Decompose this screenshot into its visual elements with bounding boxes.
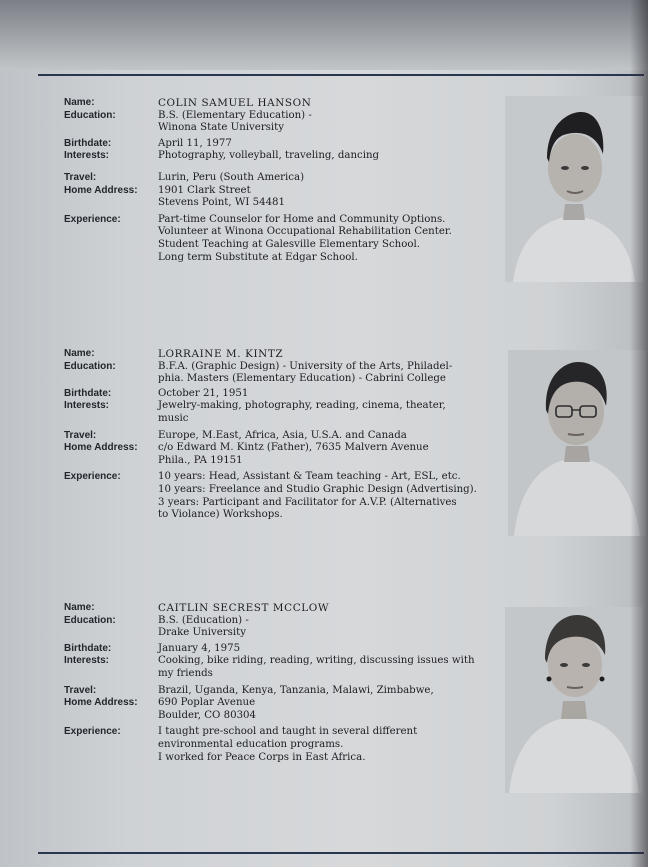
- experience-row: [64, 726, 494, 764]
- education-line: phia. Masters (Elementary Education) - Cabrini College: [158, 373, 446, 385]
- portrait-3-image: [505, 607, 643, 793]
- experience-line: 3 years: Participant and Facilitator for A.V.P. (Alternatives: [158, 496, 457, 508]
- page-top-shadow: [0, 0, 648, 70]
- home-address-label: Home Address:: [64, 697, 138, 709]
- birthdate-row: [64, 643, 494, 656]
- portrait-photo-1: [505, 96, 643, 282]
- interests-value: [158, 150, 494, 163]
- portrait-1-image: [505, 96, 643, 282]
- experience-label: Experience:: [64, 726, 121, 738]
- travel-line: Europe, M.East, Africa, Asia, U.S.A. and Canada: [158, 429, 407, 441]
- education-label: Education:: [64, 109, 116, 121]
- travel-label: Travel:: [64, 171, 97, 183]
- name-label: Name:: [64, 348, 95, 359]
- travel-row: [64, 430, 494, 443]
- interests-label: Interests:: [64, 400, 110, 412]
- address-line: c/o Edward M. Kintz (Father), 7635 Malvern Avenue: [158, 442, 429, 454]
- birthdate-row: [64, 388, 494, 401]
- portrait-photo-3: [505, 607, 643, 793]
- experience-line: 10 years: Freelance and Studio Graphic Design (Advertising).: [158, 483, 477, 495]
- experience-line: to Violance) Workshops.: [158, 509, 283, 521]
- experience-line: I taught pre-school and taught in several different: [158, 726, 418, 738]
- home-address-value: [158, 185, 494, 210]
- experience-line: I worked for Peace Corps in East Africa.: [158, 751, 366, 763]
- address-line: Boulder, CO 80304: [158, 709, 257, 721]
- birthdate-label: Birthdate:: [64, 642, 112, 654]
- portrait-photo-2: [508, 350, 646, 536]
- interests-label: Interests:: [64, 150, 110, 162]
- education-label: Education:: [64, 360, 116, 372]
- interests-line: music: [158, 412, 189, 424]
- education-value: [158, 615, 494, 640]
- interests-line: Photography, volleyball, traveling, dancing: [158, 150, 380, 162]
- experience-value: [158, 726, 494, 764]
- name-row: [64, 602, 494, 615]
- interests-value: [158, 400, 494, 425]
- top-rule: [38, 74, 644, 76]
- person-name: COLIN SAMUEL HANSON: [158, 97, 312, 109]
- address-line: 1901 Clark Street: [158, 184, 251, 196]
- home-address-label: Home Address:: [64, 442, 138, 454]
- birthdate-label: Birthdate:: [64, 137, 112, 149]
- experience-line: Part-time Counselor for Home and Community Options.: [158, 213, 446, 225]
- interests-value: [158, 655, 494, 680]
- travel-label: Travel:: [64, 429, 97, 441]
- interests-row: [64, 150, 494, 163]
- travel-label: Travel:: [64, 684, 97, 696]
- interests-line: my friends: [158, 667, 213, 679]
- education-value: [158, 110, 494, 135]
- travel-value: [158, 685, 494, 698]
- profile-entry-2: [64, 348, 494, 522]
- experience-line: Volunteer at Winona Occupational Rehabilitation Center.: [158, 226, 452, 238]
- birthdate-value: October 21, 1951: [158, 387, 249, 399]
- travel-value: [158, 430, 494, 443]
- home-address-row: [64, 442, 494, 467]
- experience-line: Student Teaching at Galesville Elementary School.: [158, 238, 420, 250]
- profile-entry-3: [64, 602, 494, 764]
- experience-value: [158, 214, 494, 264]
- education-line: B.S. (Elementary Education) -: [158, 109, 312, 121]
- experience-row: [64, 471, 494, 521]
- home-address-row: [64, 697, 494, 722]
- interests-row: [64, 400, 494, 425]
- education-line: Drake University: [158, 627, 246, 639]
- birthdate-label: Birthdate:: [64, 387, 112, 399]
- home-address-label: Home Address:: [64, 184, 138, 196]
- interests-line: Jewelry-making, photography, reading, cinema, theater,: [158, 400, 446, 412]
- experience-line: 10 years: Head, Assistant & Team teaching - Art, ESL, etc.: [158, 471, 461, 483]
- address-line: Phila., PA 19151: [158, 454, 243, 466]
- birthdate-value: April 11, 1977: [158, 137, 232, 149]
- name-label: Name:: [64, 602, 95, 613]
- home-address-value: [158, 697, 494, 722]
- address-line: 690 Poplar Avenue: [158, 697, 256, 709]
- profile-entry-1: [64, 97, 494, 264]
- address-line: Stevens Point, WI 54481: [158, 197, 286, 209]
- travel-line: Brazil, Uganda, Kenya, Tanzania, Malawi, Zimbabwe,: [158, 684, 434, 696]
- education-label: Education:: [64, 614, 116, 626]
- experience-row: [64, 214, 494, 264]
- education-row: [64, 615, 494, 640]
- education-row: [64, 110, 494, 135]
- education-line: B.S. (Education) -: [158, 614, 249, 626]
- experience-line: Long term Substitute at Edgar School.: [158, 251, 358, 263]
- travel-value: [158, 172, 494, 185]
- experience-label: Experience:: [64, 213, 121, 225]
- interests-line: Cooking, bike riding, reading, writing, discussing issues with: [158, 655, 475, 667]
- education-line: Winona State University: [158, 122, 285, 134]
- travel-row: [64, 172, 494, 185]
- education-line: B.F.A. (Graphic Design) - University of the Arts, Philadel-: [158, 360, 453, 372]
- birthdate-row: [64, 138, 494, 151]
- home-address-value: [158, 442, 494, 467]
- person-name: CAITLIN SECREST MCCLOW: [158, 602, 330, 614]
- interests-label: Interests:: [64, 655, 110, 667]
- experience-line: environmental education programs.: [158, 738, 344, 750]
- travel-row: [64, 685, 494, 698]
- home-address-row: [64, 185, 494, 210]
- education-row: [64, 361, 494, 386]
- person-name: LORRAINE M. KINTZ: [158, 348, 284, 360]
- experience-value: [158, 471, 494, 521]
- experience-label: Experience:: [64, 471, 121, 483]
- birthdate-value: January 4, 1975: [158, 642, 241, 654]
- travel-line: Lurin, Peru (South America): [158, 171, 305, 183]
- name-row: [64, 97, 494, 110]
- interests-row: [64, 655, 494, 680]
- bottom-rule: [38, 852, 644, 854]
- portrait-2-image: [508, 350, 646, 536]
- name-row: [64, 348, 494, 361]
- name-label: Name:: [64, 97, 95, 108]
- education-value: [158, 361, 494, 386]
